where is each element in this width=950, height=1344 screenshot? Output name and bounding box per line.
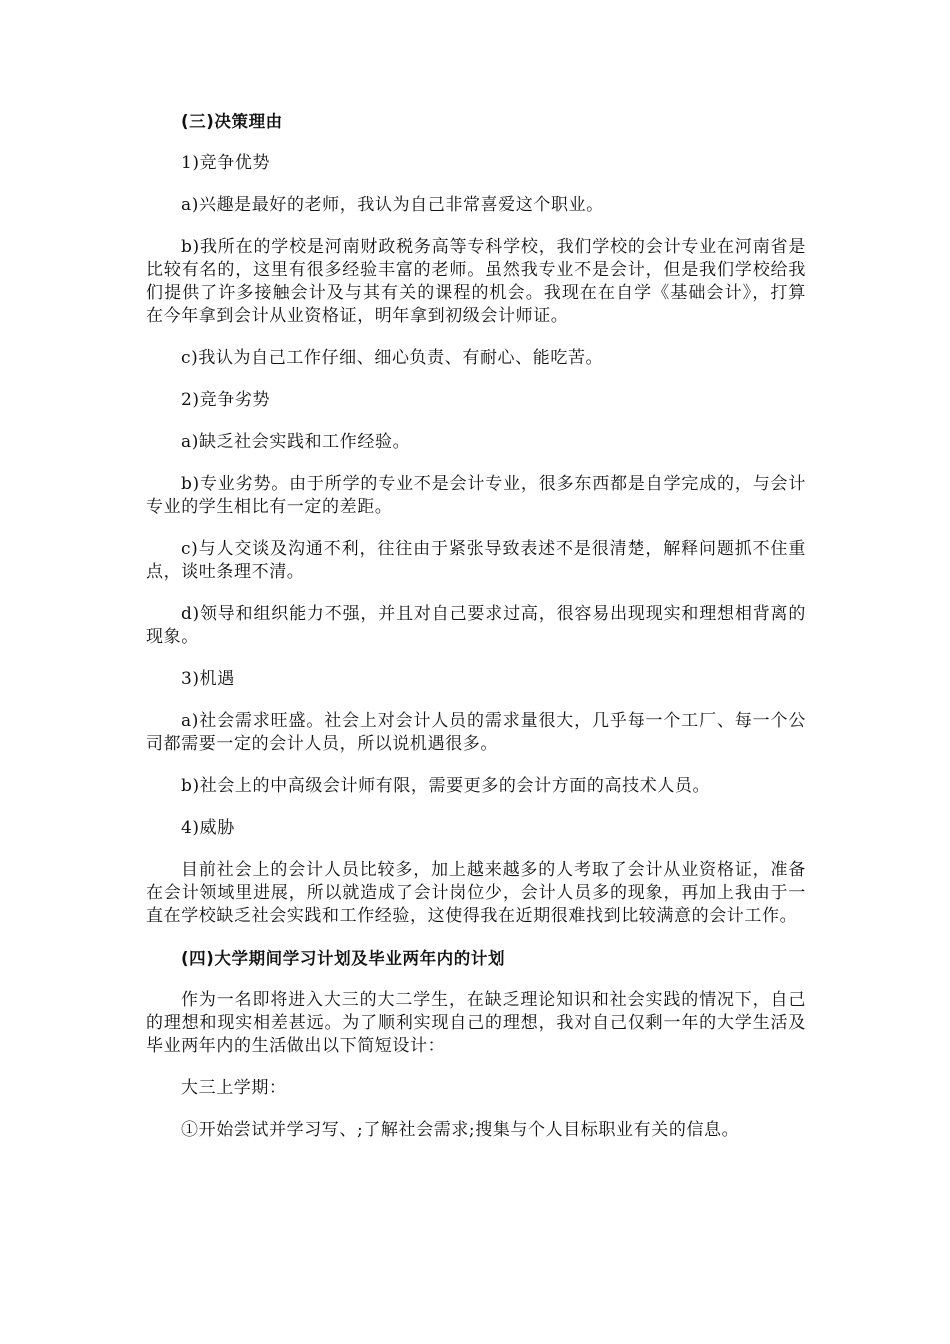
weakness-d: d)领导和组织能力不强，并且对自己要求过高，很容易出现现实和理想相背离的现象。 xyxy=(146,604,806,647)
strength-b: b)我所在的学校是河南财政税务高等专科学校，我们学校的会计专业在河南省是比较有名的，这里有很多经验丰富的老师。虽然我专业不是会计，但是我们学校给我们提供了许多接触会计及与其有关的课程的机会。我现在在自学《基础会计》，打算在今年拿到会计从业资格证，明年拿到初级会计师证。 xyxy=(146,237,806,326)
section-3-heading: (三)决策理由 xyxy=(181,112,283,131)
section-4-intro: 作为一名即将进入大三的大二学生，在缺乏理论知识和社会实践的情况下，自己的理想和现实相差甚远。为了顺利实现自己的理想，我对自己仅剩一年的大学生活及毕业两年内的生活做出以下简短设计： xyxy=(146,990,806,1056)
weakness-a: a)缺乏社会实践和工作经验。 xyxy=(181,432,411,452)
document-body xyxy=(146,110,806,1161)
junior-first-term-label: 大三上学期： xyxy=(181,1078,287,1098)
section-4-heading: (四)大学期间学习计划及毕业两年内的计划 xyxy=(181,949,506,968)
strength-c: c)我认为自己工作仔细、细心负责、有耐心、能吃苦。 xyxy=(181,348,604,368)
weaknesses-heading: 2)竞争劣势 xyxy=(181,390,271,410)
opportunities-heading: 3)机遇 xyxy=(181,669,235,689)
weakness-c: c)与人交谈及沟通不利，往往由于紧张导致表述不是很清楚，解释问题抓不住重点，谈吐条理不清。 xyxy=(146,539,806,582)
plan-item-1: ①开始尝试并学习写、;了解社会需求;搜集与个人目标职业有关的信息。 xyxy=(181,1120,740,1140)
strength-a: a)兴趣是最好的老师，我认为自己非常喜爱这个职业。 xyxy=(181,195,604,215)
threats-paragraph: 目前社会上的会计人员比较多，加上越来越多的人考取了会计从业资格证，准备在会计领域里进展，所以就造成了会计岗位少，会计人员多的现象，再加上我由于一直在学校缺乏社会实践和工作经验，这使得我在近期很难找到比较满意的会计工作。 xyxy=(146,860,806,926)
opportunity-b: b)社会上的中高级会计师有限，需要更多的会计方面的高技术人员。 xyxy=(181,776,711,796)
threats-heading: 4)威胁 xyxy=(181,818,235,838)
strengths-heading: 1)竞争优势 xyxy=(181,153,271,173)
weakness-b: b)专业劣势。由于所学的专业不是会计专业，很多东西都是自学完成的，与会计专业的学生相比有一定的差距。 xyxy=(146,474,806,517)
opportunity-a: a)社会需求旺盛。社会上对会计人员的需求量很大，几乎每一个工厂、每一个公司都需要一定的会计人员，所以说机遇很多。 xyxy=(146,711,806,754)
